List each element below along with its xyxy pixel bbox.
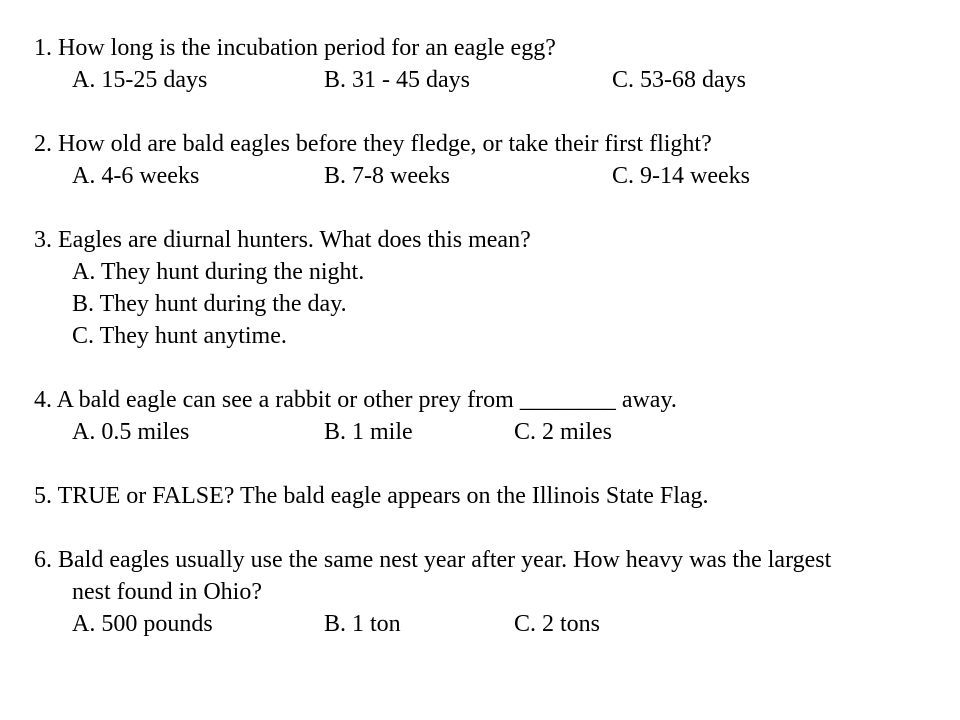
question-3-text: 3. Eagles are diurnal hunters. What does this mean? [34, 227, 531, 253]
question-6-option-a: A. 500 pounds [72, 611, 213, 637]
question-6-option-c: C. 2 tons [514, 611, 601, 637]
question-4-text: 4. A bald eagle can see a rabbit or other prey from ________ away. [34, 387, 677, 413]
question-3-option-b: B. They hunt during the day. [72, 291, 347, 317]
question-4-option-a: A. 0.5 miles [72, 419, 190, 445]
question-2-option-c: C. 9-14 weeks [612, 163, 750, 189]
question-6-options [72, 608, 872, 640]
question-6-option-b: B. 1 ton [324, 611, 401, 637]
question-6-text-continued: nest found in Ohio? [72, 579, 262, 605]
question-1-text: 1. How long is the incubation period for an eagle egg? [34, 35, 556, 61]
question-3-option-c: C. They hunt anytime. [72, 323, 287, 349]
question-2-option-b: B. 7-8 weeks [324, 163, 450, 189]
question-1-option-a: A. 15-25 days [72, 67, 208, 93]
question-2-options [72, 160, 872, 192]
question-1-options [72, 64, 872, 96]
question-1-option-c: C. 53-68 days [612, 67, 746, 93]
question-4-option-c: C. 2 miles [514, 419, 613, 445]
question-4-option-b: B. 1 mile [324, 419, 413, 445]
question-5-text: 5. TRUE or FALSE? The bald eagle appears on the Illinois State Flag. [34, 483, 709, 509]
question-4-options [72, 416, 872, 448]
question-1-option-b: B. 31 - 45 days [324, 67, 470, 93]
question-6-text: 6. Bald eagles usually use the same nest year after year. How heavy was the largest [34, 547, 832, 573]
question-3-option-a: A. They hunt during the night. [72, 259, 365, 285]
question-2-text: 2. How old are bald eagles before they fledge, or take their first flight? [34, 131, 712, 157]
question-2-option-a: A. 4-6 weeks [72, 163, 200, 189]
